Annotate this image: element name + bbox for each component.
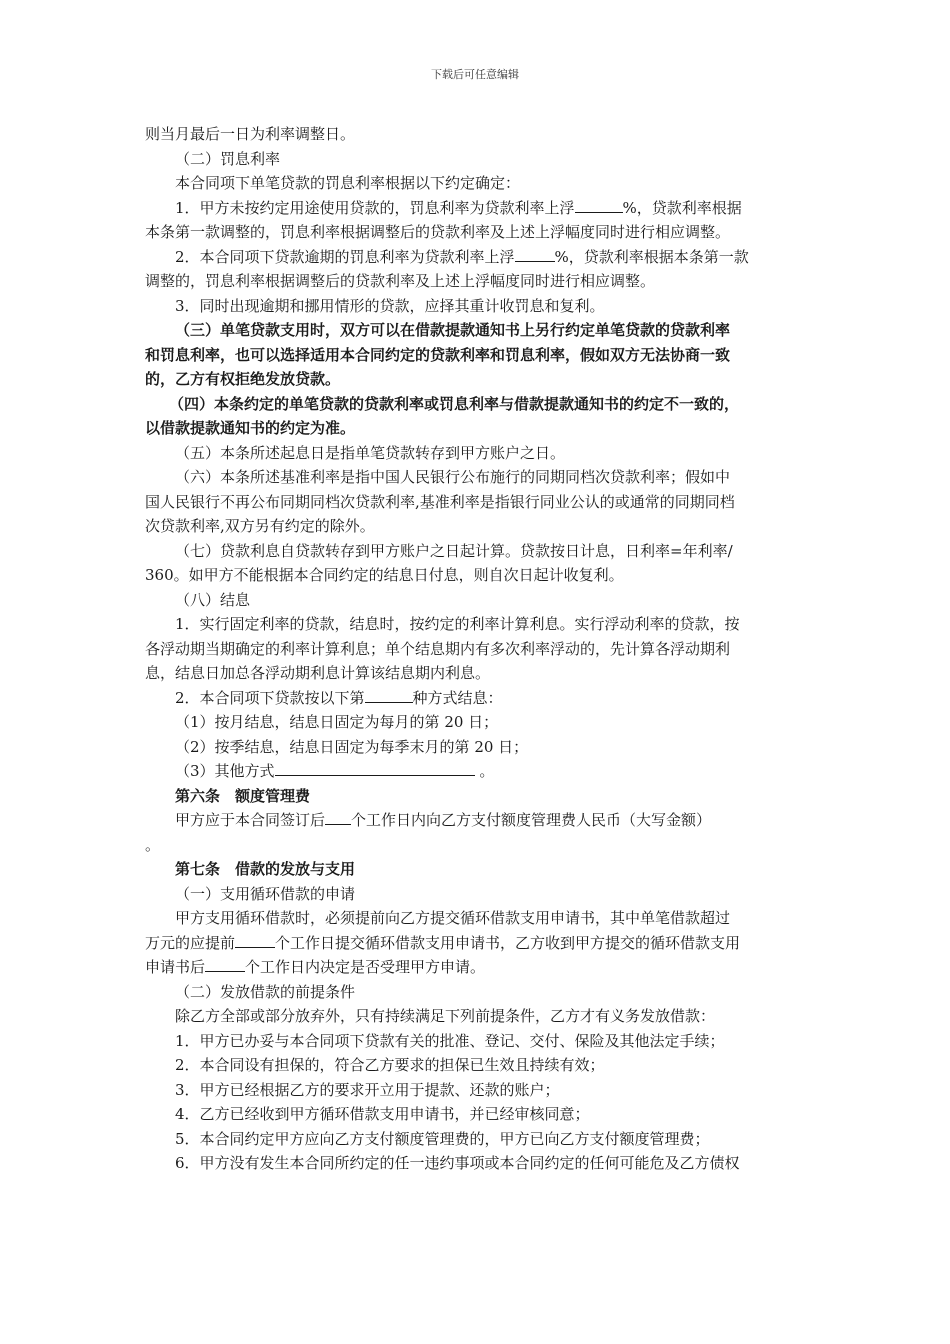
paragraph-line xyxy=(145,245,807,270)
list-item: （1）按月结息，结息日固定为每月的第 20 日； xyxy=(175,713,499,731)
paragraph-line xyxy=(145,808,807,833)
paragraph-line: 各浮动期当期确定的利率计算利息；单个结息期内有多次利率浮动的，先计算各浮动期利 xyxy=(145,639,731,658)
list-item: 2．本合同设有担保的，符合乙方要求的担保已生效且持续有效； xyxy=(175,1056,605,1074)
fill-blank[interactable] xyxy=(205,955,245,972)
fill-blank[interactable] xyxy=(365,686,413,703)
paragraph-line xyxy=(145,196,807,221)
text-segment: %，贷款利率根据本条第一款 xyxy=(554,247,749,266)
bold-paragraph-line: 以借款提款通知书的约定为准。 xyxy=(145,419,356,437)
bold-paragraph-line: 的，乙方有权拒绝发放贷款。 xyxy=(145,370,341,388)
text-segment: 申请书后 xyxy=(145,958,206,976)
paragraph-line: 息，结息日加总各浮动期利息计算该结息期内利息。 xyxy=(145,664,491,682)
paragraph-line: 3．同时出现逾期和挪用情形的贷款，应择其重计收罚息和复利。 xyxy=(175,296,605,315)
paragraph-line: 调整的，罚息利率根据调整后的贷款利率及上述上浮幅度同时进行相应调整。 xyxy=(145,272,656,290)
paragraph-line: 则当月最后一日为利率调整日。 xyxy=(145,125,356,143)
article-heading: 第七条 借款的发放与支用 xyxy=(175,860,356,878)
paragraph-line: 甲方支用循环借款时，必须提前向乙方提交循环借款支用申请书，其中单笔借款超过 xyxy=(175,909,731,927)
bold-paragraph-line: 和罚息利率，也可以选择适用本合同约定的贷款利率和罚息利率，假如双方无法协商一致 xyxy=(145,345,731,364)
list-item: 4．乙方已经收到甲方循环借款支用申请书，并已经审核同意； xyxy=(175,1105,590,1123)
paragraph-line: 360。如甲方不能根据本合同约定的结息日付息，则自次日起计收复利。 xyxy=(145,566,624,584)
text-segment: %，贷款利率根据 xyxy=(622,198,742,217)
text-segment: （3）其他方式 xyxy=(175,762,275,780)
text-segment: 个工作日内向乙方支付额度管理费人民币（大写金额） xyxy=(351,811,712,829)
paragraph-line: 本合同项下单笔贷款的罚息利率根据以下约定确定： xyxy=(175,174,521,192)
text-segment: 甲方应于本合同签订后 xyxy=(175,811,326,829)
text-segment: 个工作日提交循环借款支用申请书，乙方收到甲方提交的循环借款支用 xyxy=(275,933,741,952)
document-body xyxy=(145,122,807,1176)
list-item: 3．甲方已经根据乙方的要求开立用于提款、还款的账户； xyxy=(175,1080,560,1099)
fill-blank[interactable] xyxy=(275,759,475,776)
fill-blank[interactable] xyxy=(325,808,351,825)
paragraph-line: （五）本条所述起息日是指单笔贷款转存到甲方账户之日。 xyxy=(175,443,566,462)
paragraph-line: 1．实行固定利率的贷款，结息时，按约定的利率计算利息。实行浮动利率的贷款，按 xyxy=(175,615,740,633)
page-header: 下载后可任意编辑 xyxy=(431,68,519,81)
list-item: （2）按季结息，结息日固定为每季末月的第 20 日； xyxy=(175,737,529,756)
bold-paragraph-line: （四）本条约定的单笔贷款的贷款利率或罚息利率与借款提款通知书的约定不一致的， xyxy=(169,394,740,413)
paragraph-line xyxy=(145,686,807,711)
list-item: 1．甲方已办妥与本合同项下贷款有关的批准、登记、交付、保险及其他法定手续； xyxy=(175,1031,725,1050)
section-heading: （二）发放借款的前提条件 xyxy=(175,982,356,1001)
paragraph-line xyxy=(145,931,807,956)
text-segment: 2．本合同项下贷款逾期的罚息利率为贷款利率上浮 xyxy=(175,247,515,266)
bold-paragraph-line: （三）单笔贷款支用时，双方可以在借款提款通知书上另行约定单笔贷款的贷款利率 xyxy=(175,321,731,339)
text-segment: 万元的应提前 xyxy=(145,933,236,952)
list-item: 5．本合同约定甲方应向乙方支付额度管理费的，甲方已向乙方支付额度管理费； xyxy=(175,1129,710,1148)
paragraph-line xyxy=(145,955,807,980)
fill-blank[interactable] xyxy=(575,196,623,213)
paragraph-line: 。 xyxy=(145,835,161,854)
text-segment: 。 xyxy=(474,762,495,780)
section-heading: （八）结息 xyxy=(175,590,251,609)
paragraph-line: （六）本条所述基准利率是指中国人民银行公布施行的同期同档次贷款利率；假如中 xyxy=(175,468,731,486)
paragraph-line: 次贷款利率,双方另有约定的除外。 xyxy=(145,517,375,535)
fill-blank[interactable] xyxy=(515,245,555,262)
article-heading: 第六条 额度管理费 xyxy=(175,786,311,805)
paragraph-line: 国人民银行不再公布同期同档次贷款利率,基准利率是指银行同业公认的或通常的同期同档 xyxy=(145,492,735,511)
list-item: 6．甲方没有发生本合同所约定的任一违约事项或本合同约定的任何可能危及乙方债权 xyxy=(175,1154,740,1172)
text-segment: 个工作日内决定是否受理甲方申请。 xyxy=(245,958,486,976)
paragraph-line: 除乙方全部或部分放弃外，只有持续满足下列前提条件，乙方才有义务发放借款： xyxy=(175,1007,716,1025)
list-item xyxy=(145,759,807,784)
text-segment: 1．甲方未按约定用途使用贷款的，罚息利率为贷款利率上浮 xyxy=(175,198,575,217)
section-heading: （一）支用循环借款的申请 xyxy=(175,884,356,903)
paragraph-line: 本条第一款调整的，罚息利率根据调整后的贷款利率及上述上浮幅度同时进行相应调整。 xyxy=(145,223,731,241)
text-segment: 2．本合同项下贷款按以下第 xyxy=(175,688,365,707)
fill-blank[interactable] xyxy=(235,931,275,948)
paragraph-line: （七）贷款利息自贷款转存到甲方账户之日起计算。贷款按日计息，日利率=年利率/ xyxy=(175,541,733,560)
section-heading: （二）罚息利率 xyxy=(175,149,281,168)
text-segment: 种方式结息： xyxy=(412,688,503,707)
